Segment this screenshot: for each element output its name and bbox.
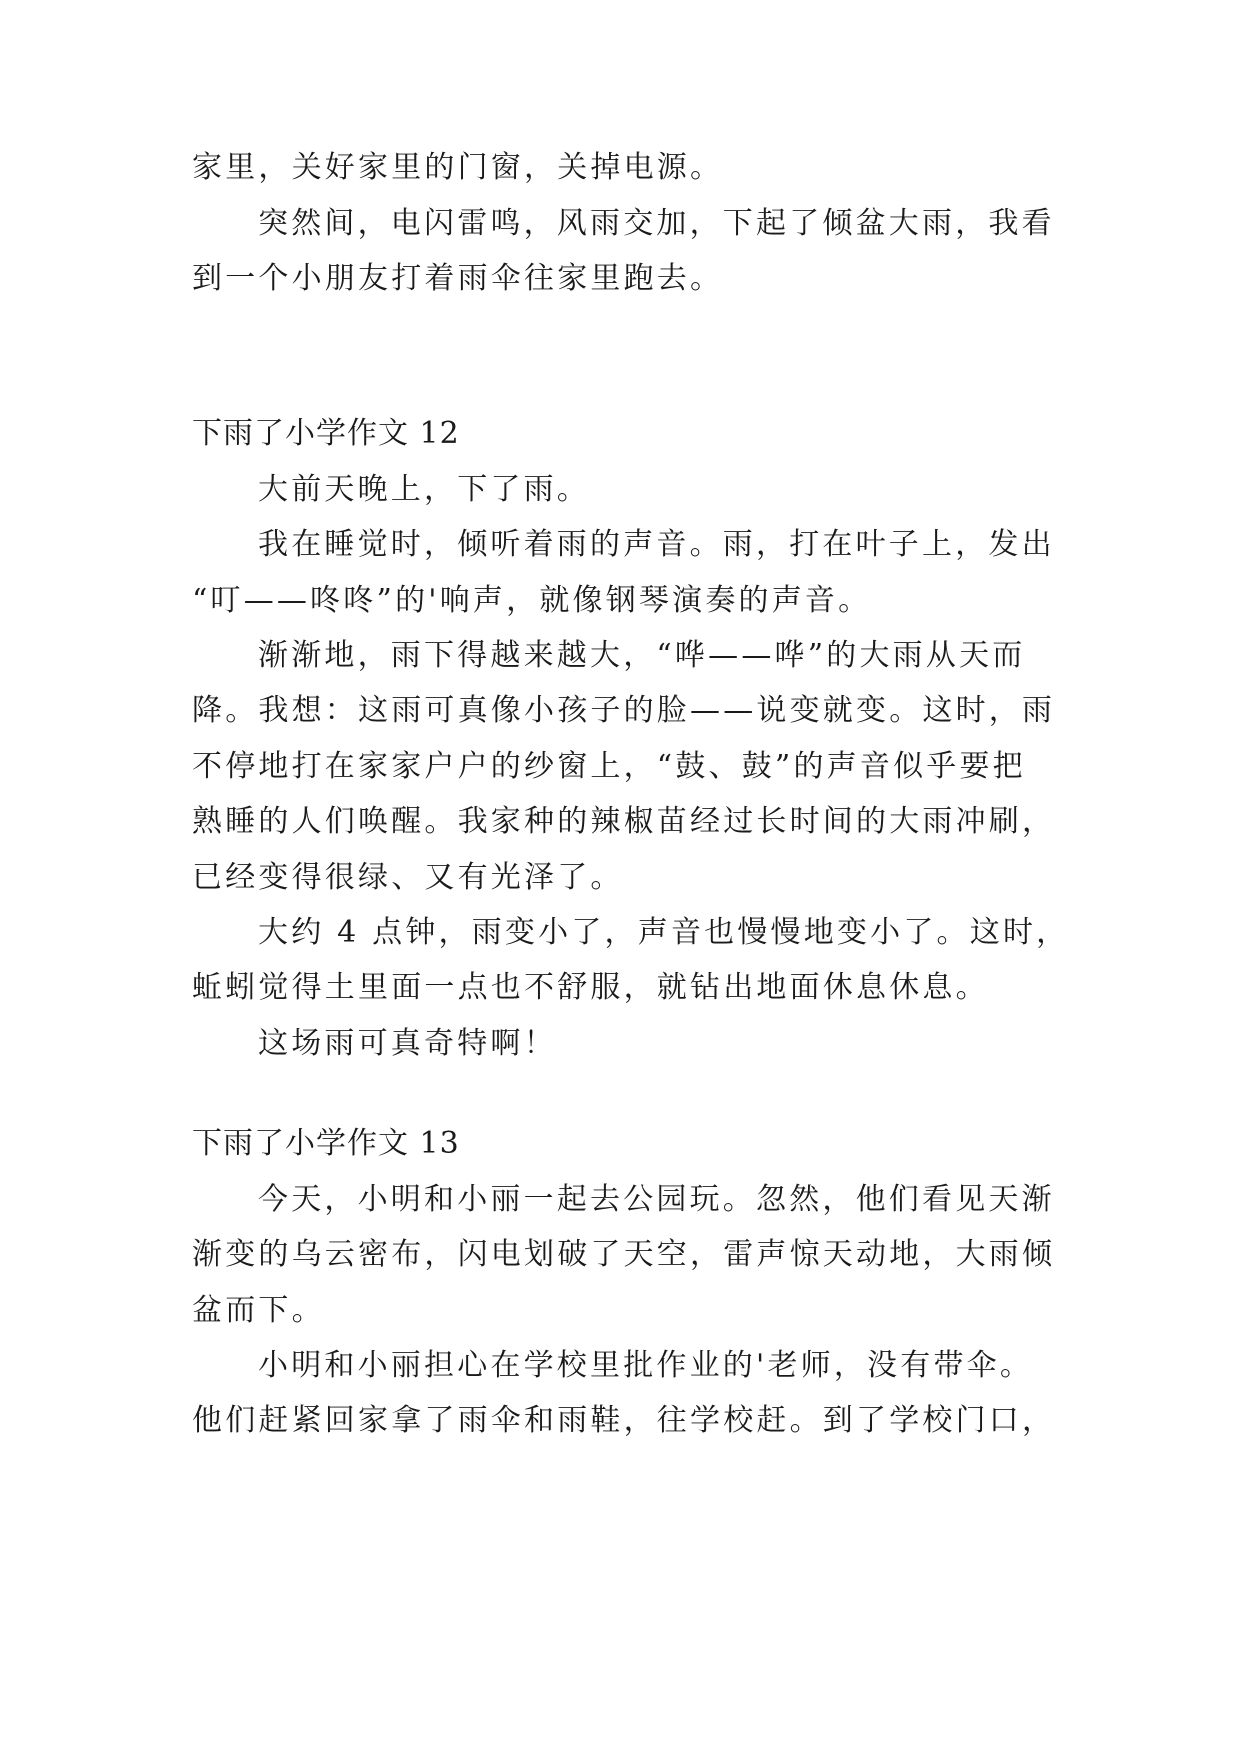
paragraph-line: 家里，关好家里的门窗，关掉电源。: [192, 150, 724, 185]
paragraph-line: 已经变得很绿、又有光泽了。: [192, 860, 624, 895]
paragraph-line: 渐变的乌云密布，闪电划破了天空，雷声惊天动地，大雨倾: [192, 1237, 1056, 1272]
paragraph-line: 突然间，电闪雷鸣，风雨交加，下起了倾盆大雨，我看: [258, 206, 1055, 241]
paragraph-line: 渐渐地，雨下得越来越大，“哗——哗”的大雨从天而: [258, 638, 1026, 673]
paragraph-line: 熟睡的人们唤醒。我家种的辣椒苗经过长时间的大雨冲刷，: [192, 804, 1056, 839]
section-title: 下雨了小学作文 13: [192, 1126, 460, 1161]
paragraph-line: 我在睡觉时，倾听着雨的声音。雨，打在叶子上，发出: [258, 527, 1055, 562]
paragraph-line: 到一个小朋友打着雨伞往家里跑去。: [192, 261, 724, 296]
paragraph-line: 大约 4 点钟，雨变小了，声音也慢慢地变小了。这时，: [258, 915, 1070, 950]
paragraph-line: 他们赶紧回家拿了雨伞和雨鞋，往学校赶。到了学校门口，: [192, 1403, 1056, 1438]
paragraph-line: 这场雨可真奇特啊！: [258, 1026, 557, 1061]
paragraph-line: 蚯蚓觉得土里面一点也不舒服，就钻出地面休息休息。: [192, 970, 989, 1005]
paragraph-line: “叮——咚咚”的'响声，就像钢琴演奏的声音。: [192, 583, 872, 618]
section-title: 下雨了小学作文 12: [192, 416, 460, 451]
paragraph-line: 降。我想：这雨可真像小孩子的脸——说变就变。这时，雨: [192, 693, 1056, 728]
paragraph-line: 盆而下。: [192, 1293, 325, 1328]
paragraph-line: 小明和小丽担心在学校里批作业的'老师，没有带伞。: [258, 1348, 1034, 1383]
paragraph-line: 大前天晚上，下了雨。: [258, 472, 590, 507]
paragraph-line: 今天，小明和小丽一起去公园玩。忽然，他们看见天渐: [258, 1182, 1055, 1217]
paragraph-line: 不停地打在家家户户的纱窗上，“鼓、鼓”的声音似乎要把: [192, 749, 1026, 784]
